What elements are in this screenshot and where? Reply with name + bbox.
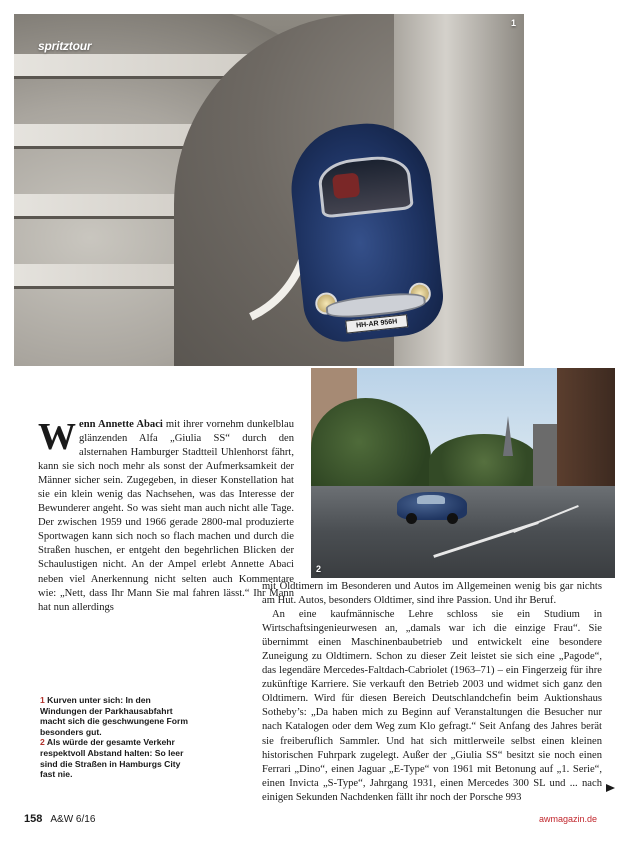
drop-cap: W (38, 416, 76, 458)
photo-city-street (311, 368, 615, 578)
photo-number: 1 (511, 18, 517, 28)
lead-in: enn Annette Abaci (79, 419, 163, 430)
page-number: 158 (24, 813, 43, 825)
article-column-1 (38, 418, 294, 615)
photo-captions (40, 695, 192, 780)
blue-alfa-giulia-car (285, 117, 447, 345)
caption-1: 1 Kurven unter sich: In den Windungen der Parkhausabfahrt macht sich die geschwungene Form besonders gut. (40, 695, 189, 737)
section-tag: spritztour (38, 39, 92, 53)
church-spire (503, 416, 513, 456)
continue-arrow-icon (606, 784, 615, 792)
footer-folio (24, 813, 95, 825)
body-text: An eine kaufmännische Lehre schloss sie ein Studium in Wirtschaftsingenieurwesen an, „damals war ich die einzige Frau“. Sie übernimmt einen Maschinenbaubetrieb und entwickelt eine besondere Zuneigung zu Oldtimern. Schon zu dieser Zeit leistet sie sich eine „Pagode“, das legendäre Mercedes-Faltdach-Cabriolet (1963–71) – ein Fingerzeig für ihre zukünftige Karriere. Sie verkauft den Betrieb 2003 und widmet sich ganz den Oldtimern. Wird für diesen Bereich Deutschlandchefin beim Auktionshaus Sotheby’s: „Da haben mich zu Beginn auf Veranstaltungen die Besucher nur nach Katalogen oder dem Weg zum Klo gefragt.“ Seit Anfang des Jahres berät sie freiberuflich Sammler. Und hat sich mittlerweile selbst einen kleinen historischen Fuhrpark zugelegt. Außer der „Giulia SS“ besitzt sie noch einen Ferrari „Dino“, einen Jaguar „E-Type“ von 1961 mit Betonung auf „1. Serie“, einen Invicta „S-Type“, Jahrgang 1931, einen Mercedes 300 SL und ... nach einigen Sekunden Nachdenken fällt ihr noch der Porsche 993 (262, 609, 602, 803)
photo-parking-ramp (14, 14, 524, 366)
trees (429, 434, 539, 490)
blue-car (397, 492, 467, 520)
body-text: mit Oldtimern im Besonderen und Autos im Allgemeinen wenig bis gar nichts am Hut. Autos, besonders Oldtimer, sind ihre Passion. Und ihr Beruf. (262, 581, 602, 607)
article-column-2 (262, 580, 602, 805)
photo-number: 2 (316, 564, 322, 574)
magazine-url[interactable]: awmagazin.de (538, 814, 597, 824)
magazine-issue: A&W 6/16 (50, 814, 96, 825)
body-text: mit ihrer vornehm dunkelblau glänzenden Alfa „Giulia SS“ durch den alsternahen Hamburger Stadtteil Uhlenhorst fährt, kann sie sich noch mehr als sonst der Aufmerksamkeit der Männer sicher sein. Zugegeben, in dieser Konstellation hat sie ein klein wenig das Nachsehen, was das Interesse der Bewunderer angeht. So was sieht man auch nicht alle Tage. Der zwischen 1959 und 1966 gerade 2800-mal produzierte Sportwagen kann sich noch so flach machen und durch die Straßen huschen, er entgeht den begehrlichen Blicken der Schaulustigen nicht. An der Ampel erlebt Annette Abaci neben viel Anerkennung nicht selten auch Kommentare wie: „Nett, dass Ihr Mann Sie mal fahren lässt.“ Ihr Mann hat nun allerdings (38, 419, 294, 613)
caption-2: 2 Als würde der gesamte Verkehr respektvoll Abstand halten: So leer sind die Straßen in Hamburgs City fast nie. (40, 737, 184, 780)
license-plate: HH-AR 956H (345, 314, 408, 333)
